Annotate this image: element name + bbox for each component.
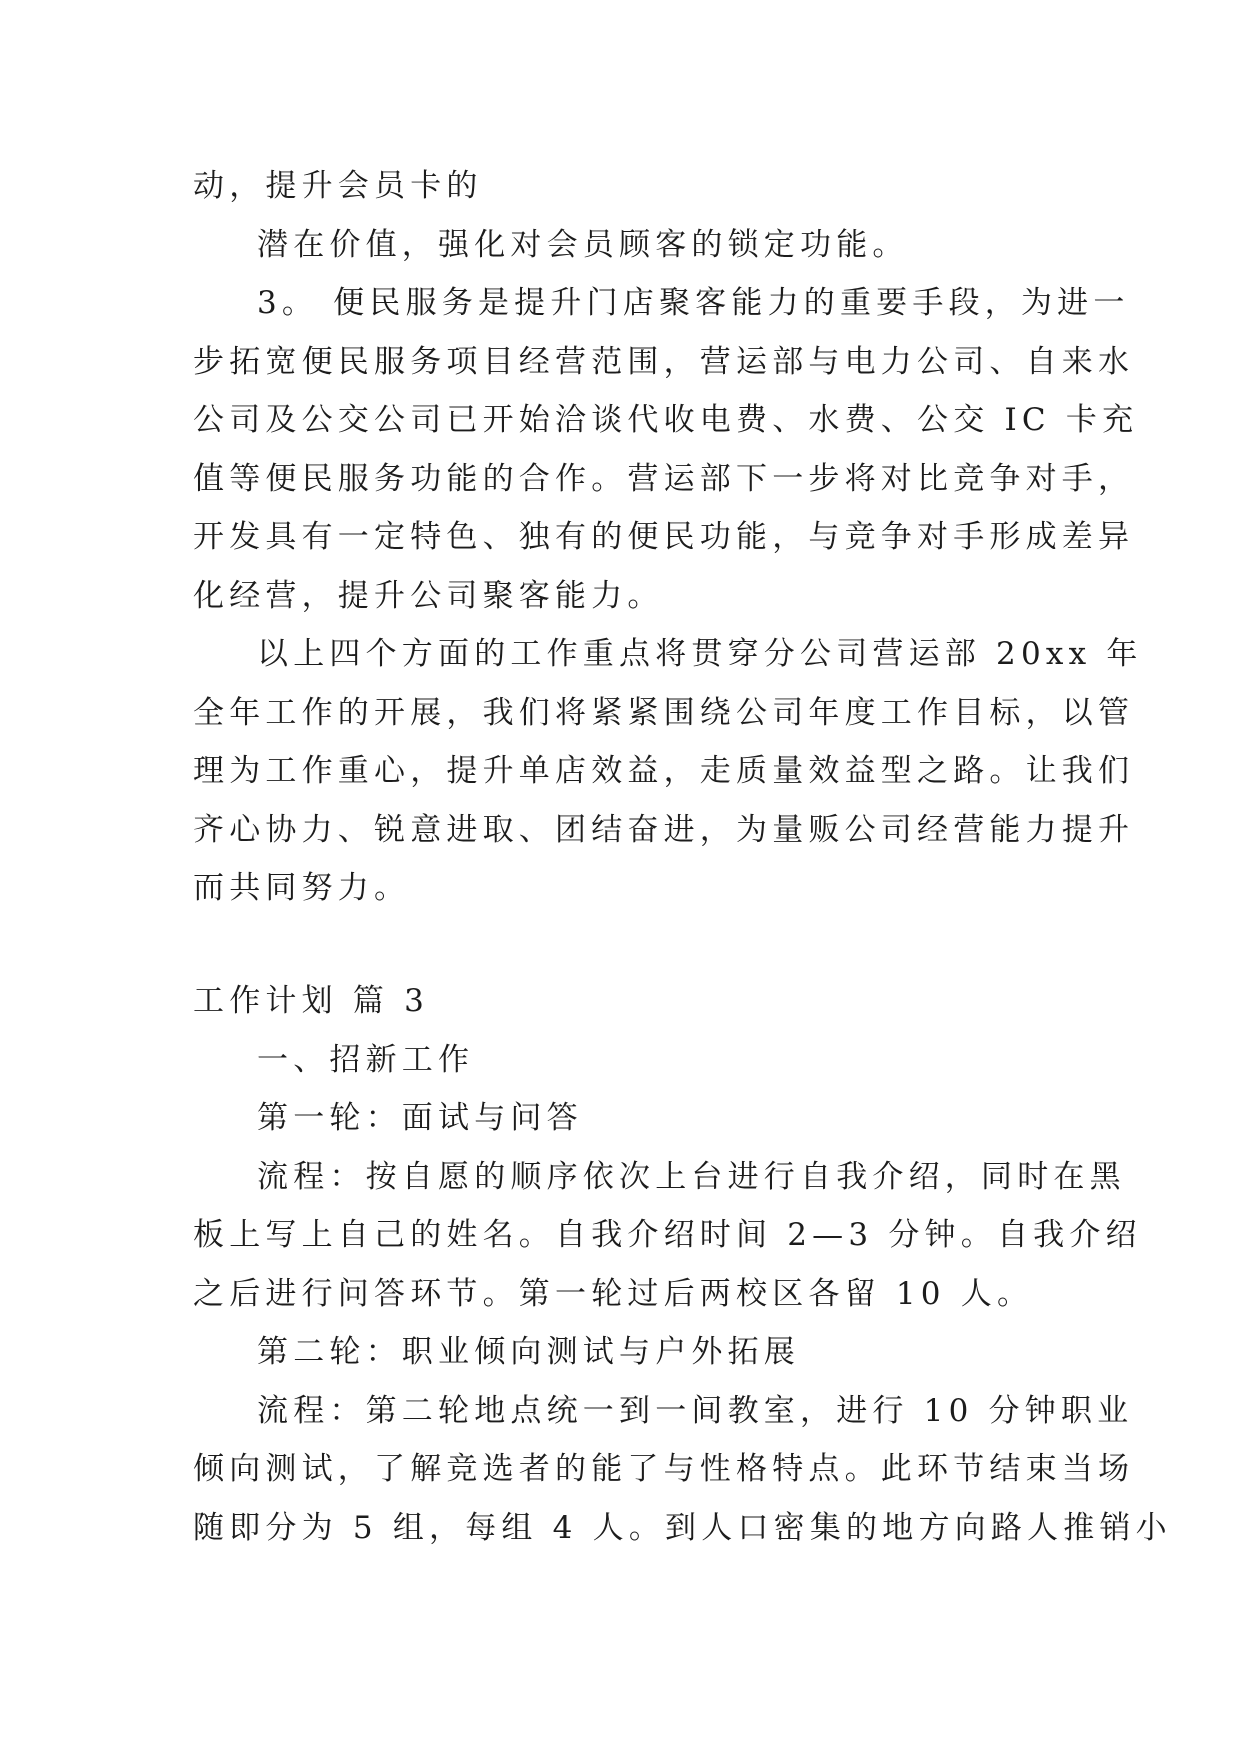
text-line: 动，提升会员卡的 (193, 168, 483, 204)
text-line: 流程：按自愿的顺序依次上台进行自我介绍，同时在黑 (257, 1159, 1126, 1195)
text-line: 而共同努力。 (193, 870, 411, 906)
text-line: 板上写上自己的姓名。自我介绍时间 2—3 分钟。自我介绍 (193, 1217, 1142, 1253)
text-line: 齐心协力、锐意进取、团结奋进，为量贩公司经营能力提升 (193, 812, 1135, 848)
text-line: 全年工作的开展，我们将紧紧围绕公司年度工作目标，以管 (193, 695, 1135, 731)
text-line: 第一轮：面试与问答 (257, 1100, 583, 1136)
text-line: 潜在价值，强化对会员顾客的锁定功能。 (257, 227, 909, 263)
text-line: 步拓宽便民服务项目经营范围，营运部与电力公司、自来水 (193, 344, 1135, 380)
text-line: 流程：第二轮地点统一到一间教室，进行 10 分钟职业 (257, 1393, 1134, 1429)
section-heading: 工作计划 篇 3 (193, 983, 430, 1019)
text-line: 之后进行问答环节。第一轮过后两校区各留 10 人。 (193, 1276, 1034, 1312)
text-line: 一、招新工作 (257, 1042, 475, 1078)
text-line: 开发具有一定特色、独有的便民功能，与竞争对手形成差异 (193, 519, 1135, 555)
text-line: 公司及公交公司已开始洽谈代收电费、水费、公交 IC 卡充 (193, 402, 1139, 438)
text-line: 理为工作重心，提升单店效益，走质量效益型之路。让我们 (193, 753, 1135, 789)
text-line: 第二轮：职业倾向测试与户外拓展 (257, 1334, 800, 1370)
text-line: 倾向测试，了解竞选者的能了与性格特点。此环节结束当场 (193, 1451, 1135, 1487)
text-line: 以上四个方面的工作重点将贯穿分公司营运部 20xx 年 (257, 636, 1143, 672)
text-line: 化经营，提升公司聚客能力。 (193, 578, 664, 614)
text-line: 3。 便民服务是提升门店聚客能力的重要手段，为进一 (257, 285, 1130, 321)
text-line: 随即分为 5 组，每组 4 人。到人口密集的地方向路人推销小 (193, 1510, 1172, 1546)
text-line: 值等便民服务功能的合作。营运部下一步将对比竞争对手， (193, 461, 1135, 497)
